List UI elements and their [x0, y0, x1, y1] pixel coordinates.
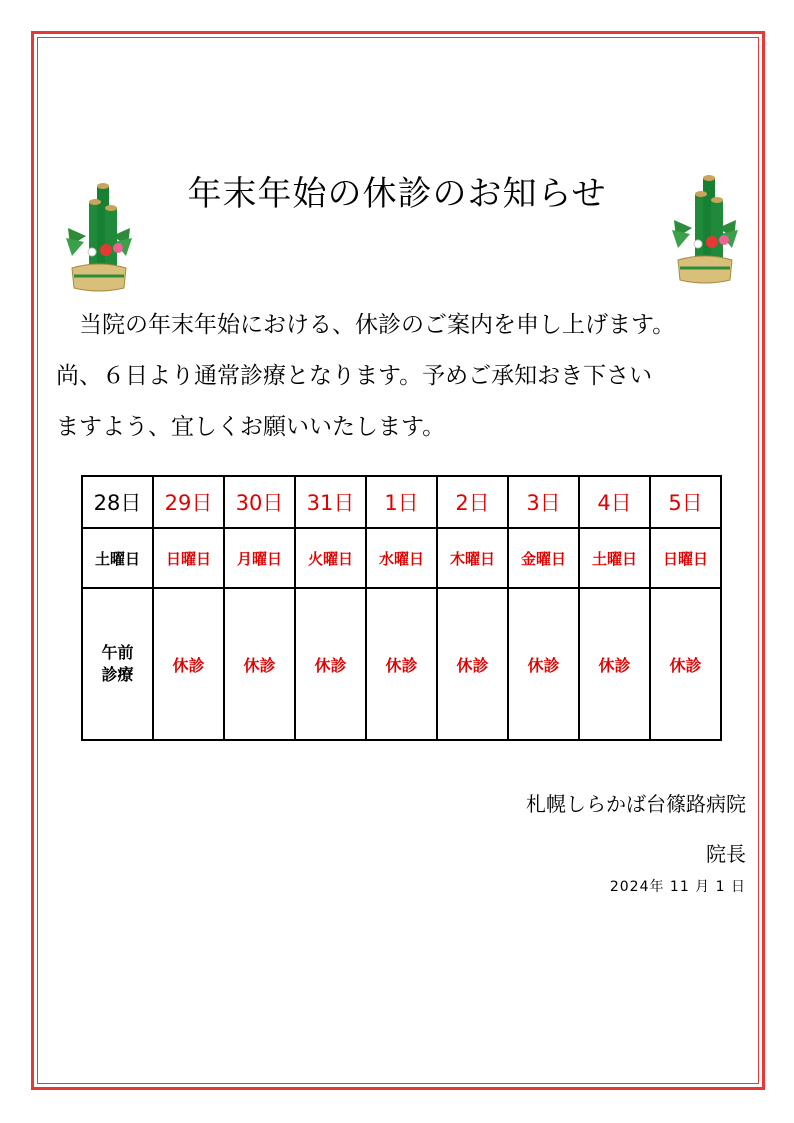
weekday-row	[82, 528, 721, 588]
morning-clinic-row	[82, 588, 721, 740]
notice-body	[56, 300, 766, 453]
weekday-cell: 金曜日	[508, 528, 579, 588]
status-cell: 休診	[437, 588, 508, 740]
weekday-cell: 日曜日	[153, 528, 224, 588]
status-cell: 休診	[153, 588, 224, 740]
hospital-name: 札幌しらかば台篠路病院	[526, 792, 746, 816]
director-title: 院長	[706, 842, 746, 866]
date-cell: 30日	[224, 476, 295, 528]
status-cell: 休診	[224, 588, 295, 740]
notice-line: 当院の年末年始における、休診のご案内を申し上げます。	[56, 312, 676, 338]
kadomatsu-icon	[668, 160, 742, 284]
status-cell: 休診	[508, 588, 579, 740]
issue-date: 2024年 11 月 1 日	[609, 879, 746, 895]
row-label-line: 午前	[101, 643, 134, 662]
closure-schedule-table	[81, 475, 722, 741]
morning-clinic-label	[82, 588, 153, 740]
row-label-line: 診療	[101, 665, 134, 684]
status-cell: 休診	[579, 588, 650, 740]
weekday-cell: 日曜日	[650, 528, 721, 588]
notice-line: ますよう、宜しくお願いいたします。	[56, 414, 446, 440]
date-cell: 2日	[437, 476, 508, 528]
weekday-cell: 土曜日	[579, 528, 650, 588]
kadomatsu-icon	[62, 168, 136, 292]
weekday-cell: 土曜日	[82, 528, 153, 588]
date-cell: 31日	[295, 476, 366, 528]
weekday-cell: 木曜日	[437, 528, 508, 588]
weekday-cell: 火曜日	[295, 528, 366, 588]
date-cell: 29日	[153, 476, 224, 528]
page-title: 年末年始の休診のお知らせ	[187, 174, 607, 214]
status-cell: 休診	[295, 588, 366, 740]
date-cell: 5日	[650, 476, 721, 528]
date-cell: 3日	[508, 476, 579, 528]
date-cell: 4日	[579, 476, 650, 528]
date-cell: 1日	[366, 476, 437, 528]
status-cell: 休診	[366, 588, 437, 740]
weekday-cell: 水曜日	[366, 528, 437, 588]
weekday-cell: 月曜日	[224, 528, 295, 588]
notice-line: 尚、６日より通常診療となります。予めご承知おき下さい	[56, 363, 653, 389]
date-cell: 28日	[82, 476, 153, 528]
date-row	[82, 476, 721, 528]
status-cell: 休診	[650, 588, 721, 740]
